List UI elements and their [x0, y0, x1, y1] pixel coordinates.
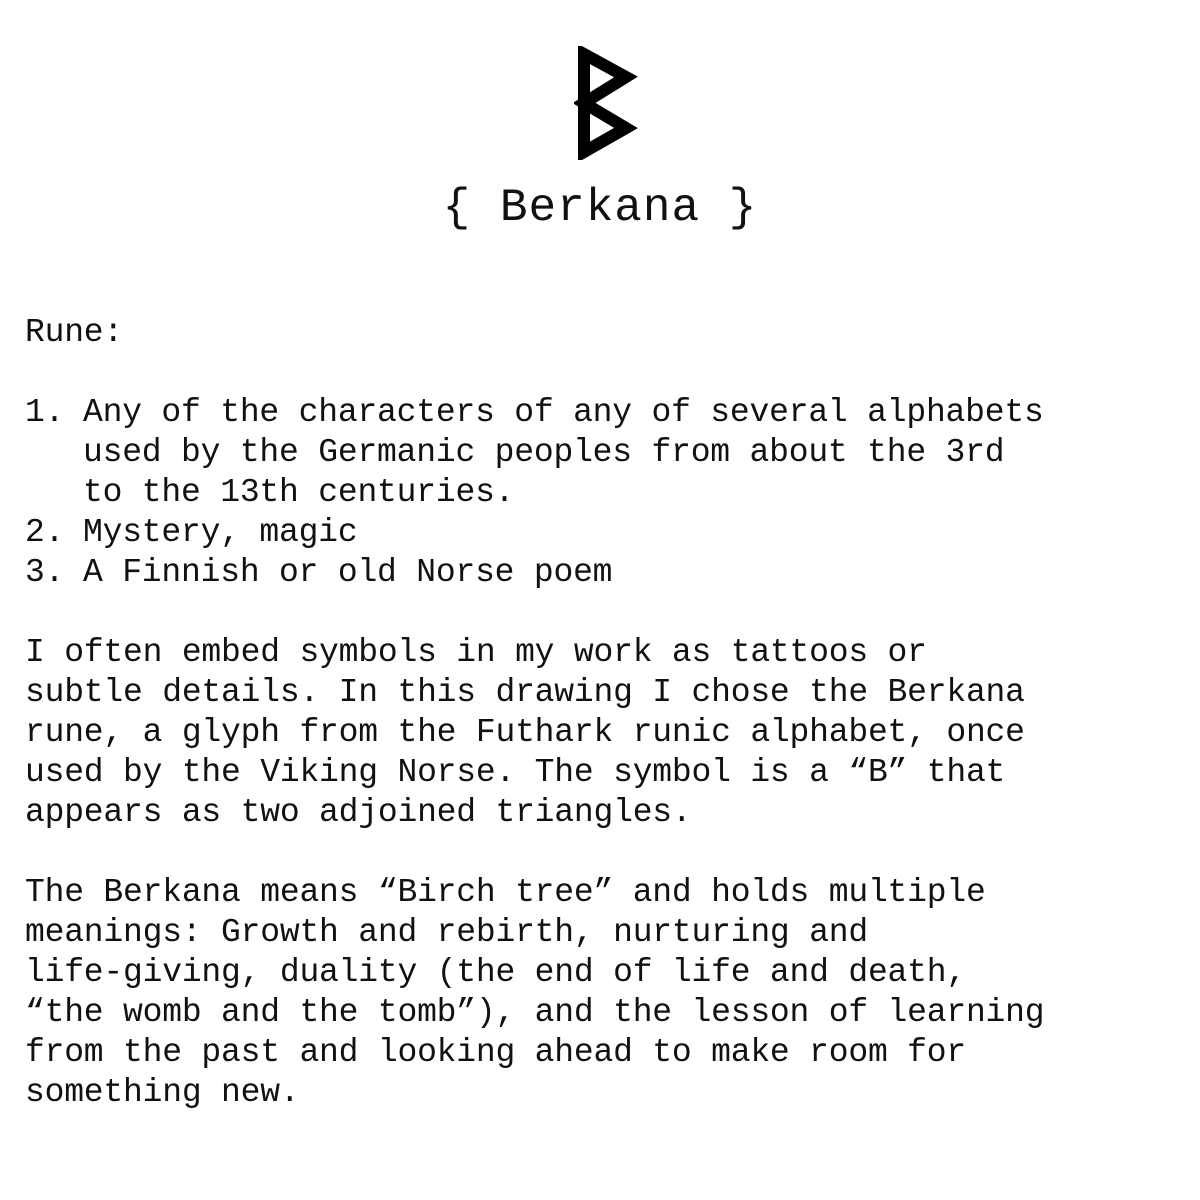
definition-text: [83, 393, 1185, 513]
definition-heading: Rune:: [25, 314, 124, 351]
definition-item-2: [25, 513, 1185, 553]
paragraph-line: used by the Viking Norse. The symbol is a “B” that: [25, 754, 1006, 791]
paragraph-line: meanings: Growth and rebirth, nurturing and: [25, 914, 868, 951]
definition-number: 3.: [25, 554, 65, 591]
definition-text: [83, 513, 1185, 553]
paragraph-symbols: [25, 633, 1185, 833]
page-title: { Berkana }: [442, 182, 758, 234]
paragraph-line: The Berkana means “Birch tree” and holds multiple: [25, 874, 986, 911]
paragraph-line: from the past and looking ahead to make room for: [25, 1034, 966, 1071]
paragraph-line: life-giving, duality (the end of life and death,: [25, 954, 966, 991]
berkana-rune-icon: [574, 46, 638, 160]
berkana-rune-stroke: [584, 54, 626, 152]
definition-line: to the 13th centuries.: [83, 474, 515, 511]
paragraph-line: appears as two adjoined triangles.: [25, 794, 692, 831]
paragraph-line: “the womb and the tomb”), and the lesson of learning: [25, 994, 1045, 1031]
definition-line: used by the Germanic peoples from about the 3rd: [83, 434, 1005, 471]
paragraph-line: I often embed symbols in my work as tattoos or: [25, 634, 927, 671]
definition-line: Any of the characters of any of several alphabets: [83, 394, 1044, 431]
definition-text: [83, 553, 1185, 593]
paragraph-line: rune, a glyph from the Futhark runic alphabet, once: [25, 714, 1025, 751]
definition-line: Mystery, magic: [83, 514, 358, 551]
paragraph-line: subtle details. In this drawing I chose the Berkana: [25, 674, 1025, 711]
document-body: [25, 313, 1185, 1113]
definition-number: 2.: [25, 514, 65, 551]
definition-item-3: [25, 553, 1185, 593]
definition-number: 1.: [25, 394, 65, 431]
spacer: [25, 833, 1185, 873]
spacer: [25, 593, 1185, 633]
definition-line: A Finnish or old Norse poem: [83, 554, 613, 591]
spacer: [25, 353, 1185, 393]
paragraph-meaning: [25, 873, 1185, 1113]
paragraph-line: something new.: [25, 1074, 300, 1111]
definition-item-1: [25, 393, 1185, 513]
